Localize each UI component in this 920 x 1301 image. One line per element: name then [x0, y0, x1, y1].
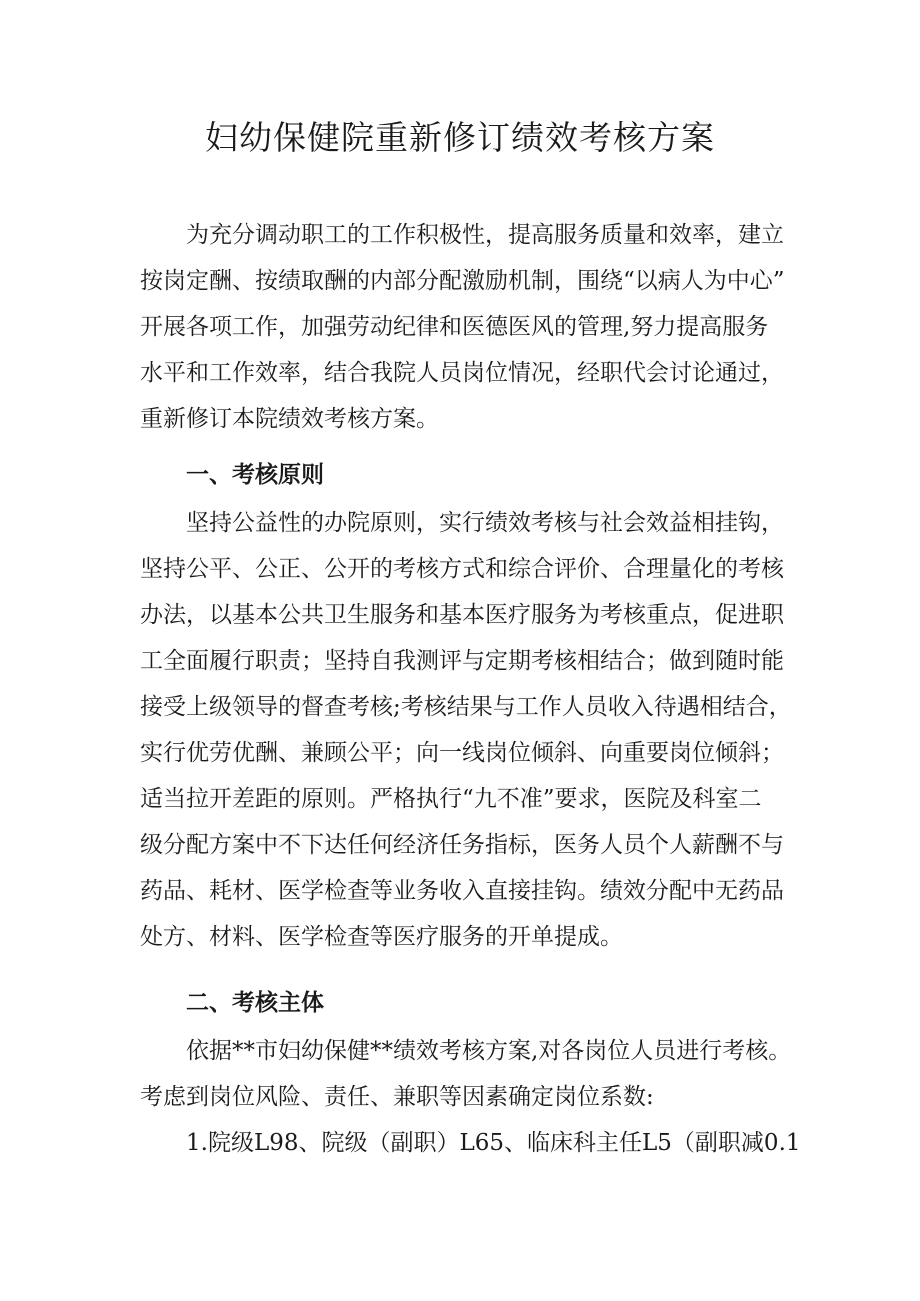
paragraph-line: 接受上级领导的督查考核;考核结果与工作人员收入待遇相结合，	[140, 694, 792, 720]
document-title: 妇幼保健院重新修订绩效考核方案	[205, 118, 715, 157]
paragraph-line: 级分配方案中不下达任何经济任务指标，医务人员个人薪酬不与	[140, 832, 784, 858]
paragraph-line: 坚持公益性的办院原则，实行绩效考核与社会效益相挂钩，	[186, 510, 784, 536]
paragraph-line: 办法，以基本公共卫生服务和基本医疗服务为考核重点，促进职	[140, 602, 784, 628]
paragraph-line: 适当拉开差距的原则。严格执行“九不准”要求，医院及科室二	[140, 786, 762, 812]
paragraph-line: 开展各项工作，加强劳动纪律和医德医风的管理,努力提高服务	[140, 314, 769, 340]
paragraph-line: 药品、耗材、医学检查等业务收入直接挂钩。绩效分配中无药品	[140, 878, 784, 904]
intro-paragraph	[140, 212, 790, 442]
paragraph-line: 处方、材料、医学检查等医疗服务的开单提成。	[140, 924, 623, 950]
paragraph-line: 按岗定酬、按绩取酬的内部分配激励机制，围绕“以病人为中心”	[140, 268, 785, 294]
paragraph-line: 水平和工作效率，结合我院人员岗位情况，经职代会讨论通过，	[140, 360, 784, 386]
section-heading-principles: 一、考核原则	[186, 462, 324, 488]
paragraph-line: 考虑到岗位风险、责任、兼职等因素确定岗位系数:	[140, 1084, 654, 1110]
paragraph-line: 1.院级L98、院级（副职）L65、临床科主任L5（副职减0.1	[186, 1130, 801, 1156]
paragraph-line: 为充分调动职工的工作积极性，提高服务质量和效率，建立	[186, 222, 784, 248]
paragraph-line: 重新修订本院绩效考核方案。	[140, 406, 439, 432]
subject-paragraph	[140, 1028, 801, 1166]
paragraph-line: 依据**市妇幼保健**绩效考核方案,对各岗位人员进行考核。	[186, 1038, 792, 1064]
paragraph-line: 工全面履行职责；坚持自我测评与定期考核相结合；做到随时能	[140, 648, 784, 674]
paragraph-line: 坚持公平、公正、公开的考核方式和综合评价、合理量化的考核	[140, 556, 784, 582]
section-heading-subject: 二、考核主体	[186, 990, 324, 1016]
principles-paragraph	[140, 500, 790, 960]
paragraph-line: 实行优劳优酬、兼顾公平；向一线岗位倾斜、向重要岗位倾斜；	[140, 740, 784, 766]
